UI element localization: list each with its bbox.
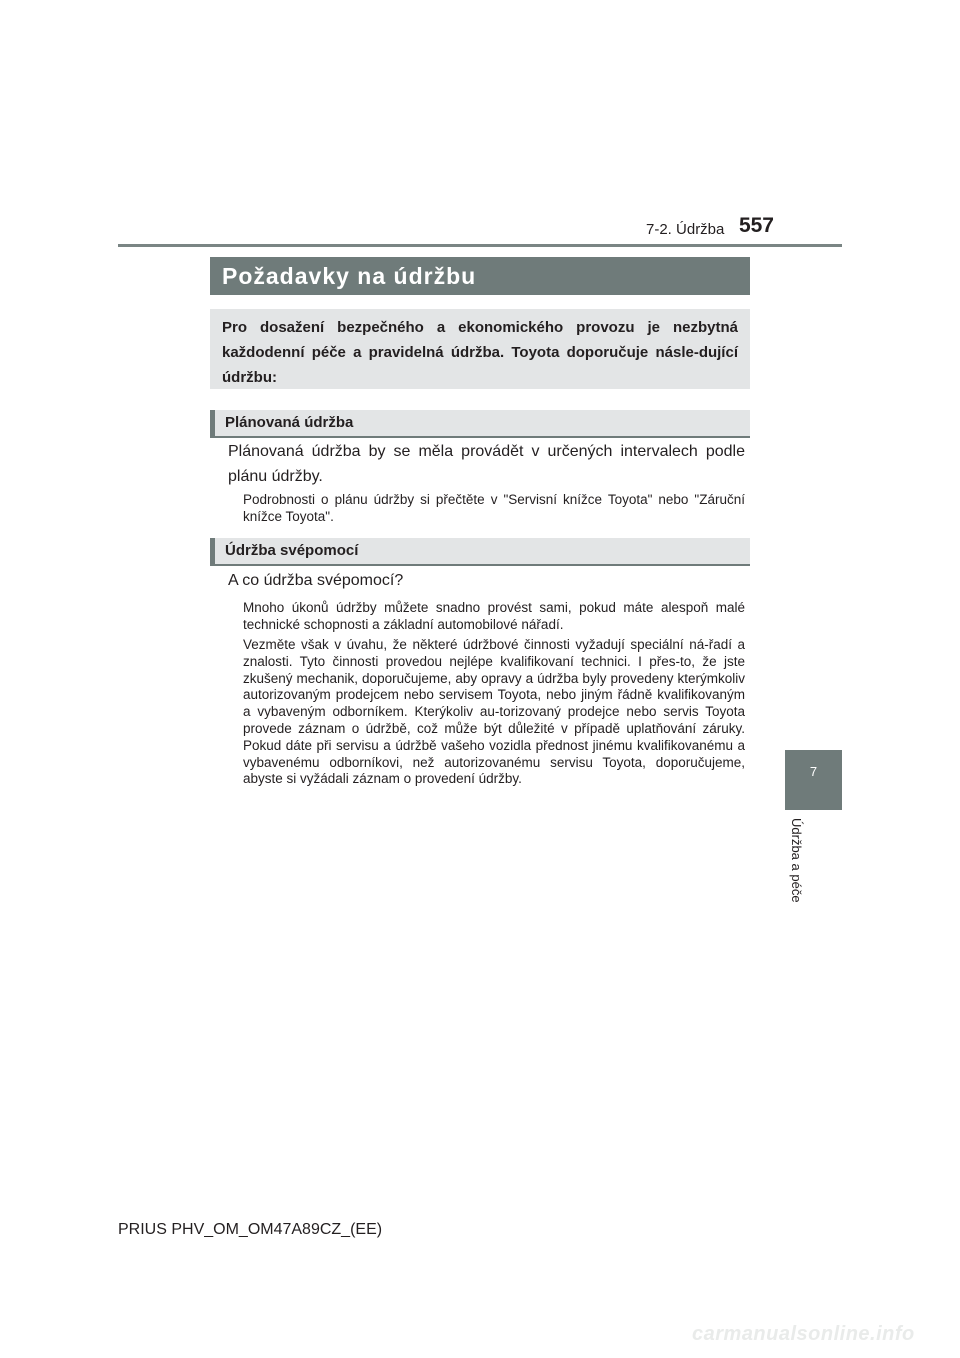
section-lead-do-it-yourself: A co údržba svépomocí? <box>228 572 404 589</box>
section-heading-do-it-yourself: Údržba svépomocí <box>210 538 750 566</box>
page-title: Požadavky na údržbu <box>210 257 750 295</box>
page-number: 557 <box>738 214 774 237</box>
header-rule <box>118 244 842 247</box>
note-qualified-technicians: Vezměte však v úvahu, že některé údržbové činnosti vyžadují speciální ná-řadí a znalosti. Tyto činnosti provedou nejlépe kvalifikovaní technici. I přes-to, že jste zkušený mechanik, doporučujeme, aby opravy a údržba byly provedeny kterýmkoliv autorizovaným prodejcem nebo servisem Toyota, nebo jiným řádně kvalifikovaným a vybaveným odborníkem. Kterýkoliv au-torizovaný prodejce nebo servis Toyota provede záznam o údržbě, což může být důležité v případě uplatňování záruky. Pokud dáte při servisu a údržbě vašeho vozidla přednost jinému kvalifikovanému a vybavenému odborníkovi, než autorizovanému servisu Toyota, doporučujeme, abyste si vyžádali záznam o provedení údržby. <box>243 637 745 787</box>
note-maintenance-schedule: Podrobnosti o plánu údržby si přečtěte v "Servisní knížce Toyota" nebo "Záruční knížce Toyota". <box>243 492 745 524</box>
watermark: carmanualsonline.info <box>692 1323 915 1345</box>
intro-box: Pro dosažení bezpečného a ekonomického provozu je nezbytná každodenní péče a pravidelná údržba. Toyota doporučuje násle-dující údržbu: <box>210 309 750 389</box>
section-heading-planned-maintenance: Plánovaná údržba <box>210 410 750 438</box>
section-label: 7-2. Údržba <box>646 221 725 238</box>
chapter-tab-label: Údržba a péče <box>789 818 804 903</box>
page-header <box>590 214 774 244</box>
note-simple-tasks: Mnoho úkonů údržby můžete snadno provést sami, pokud máte alespoň malé technické schopnosti a základní automobilové nářadí. <box>243 600 745 632</box>
section-lead-planned-maintenance: Plánovaná údržba by se měla provádět v určených intervalech podle plánu údržby. <box>228 443 745 485</box>
document-code: PRIUS PHV_OM_OM47A89CZ_(EE) <box>118 1221 383 1238</box>
chapter-tab: 7 <box>785 750 842 810</box>
